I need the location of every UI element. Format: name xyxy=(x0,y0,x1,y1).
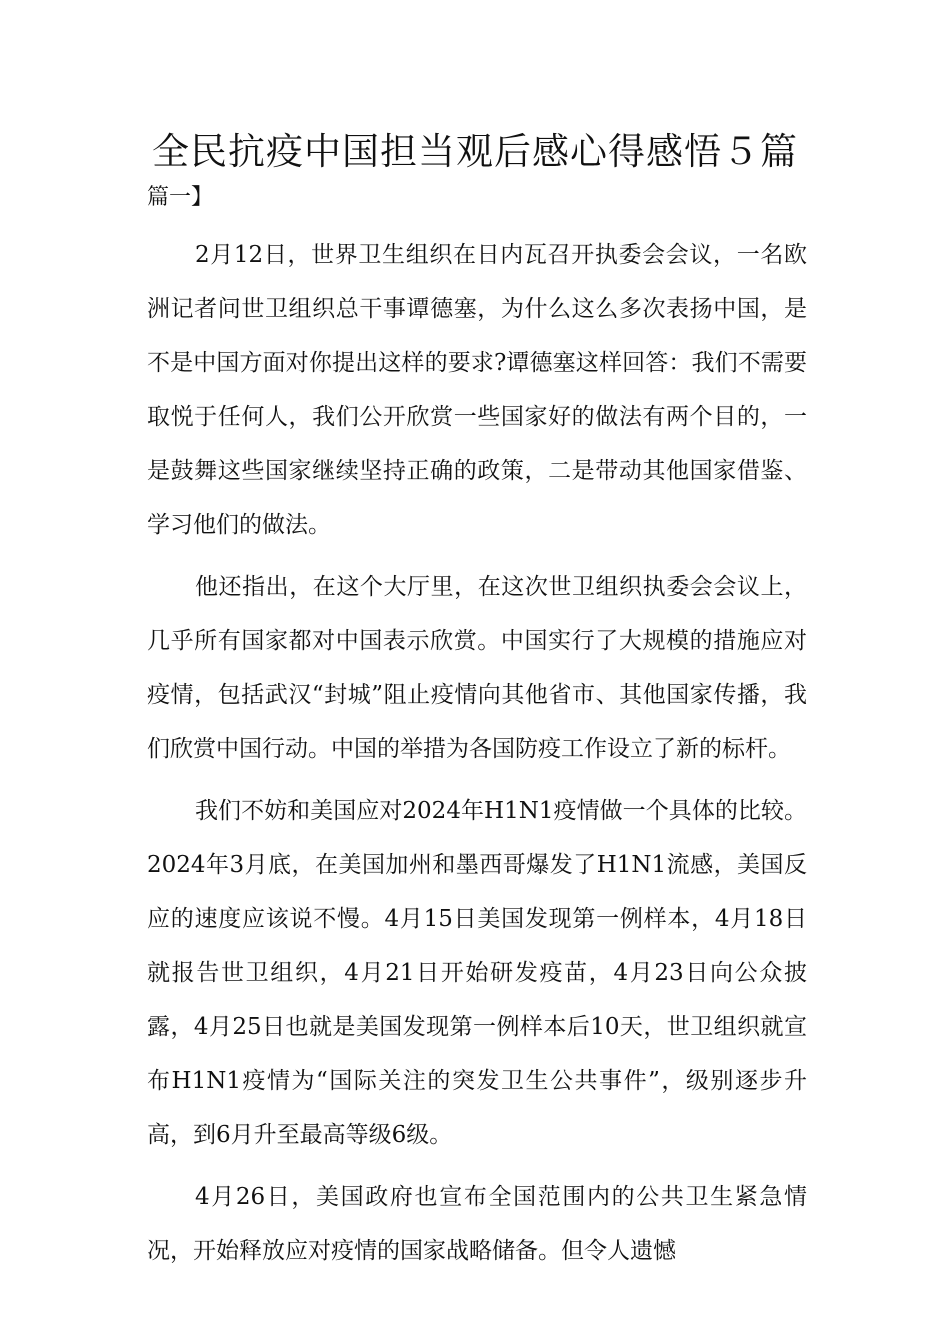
document-body xyxy=(147,228,807,1286)
paragraph-2: 他还指出，在这个大厅里，在这次世卫组织执委会会议上，几乎所有国家都对中国表示欣赏。中国实行了大规模的措施应对疫情，包括武汉“封城”阻止疫情向其他省市、其他国家传播，我们欣赏中国行动。中国的举措为各国防疫工作设立了新的标杆。 xyxy=(147,574,807,762)
document-title: 全民抗疫中国担当观后感心得感悟５篇 xyxy=(152,130,798,173)
paragraph-1: 2月12日，世界卫生组织在日内瓦召开执委会会议，一名欧洲记者问世卫组织总干事谭德塞，为什么这么多次表扬中国，是不是中国方面对你提出这样的要求?谭德塞这样回答：我们不需要取悦于任何人，我们公开欣赏一些国家好的做法有两个目的，一是鼓舞这些国家继续坚持正确的政策，二是带动其他国家借鉴、学习他们的做法。 xyxy=(147,242,807,538)
paragraph-3: 我们不妨和美国应对2024年H1N1疫情做一个具体的比较。2024年3月底，在美国加州和墨西哥爆发了H1N1流感，美国反应的速度应该说不慢。4月15日美国发现第一例样本，4月18日就报告世卫组织，4月21日开始研发疫苗，4月23日向公众披露，4月25日也就是美国发现第一例样本后10天，世卫组织就宣布H1N1疫情为“国际关注的突发卫生公共事件”，级别逐步升高，到6月升至最高等级6级。 xyxy=(147,798,807,1148)
section-label: 篇一】 xyxy=(147,185,214,210)
paragraph-4: 4月26日，美国政府也宣布全国范围内的公共卫生紧急情况，开始释放应对疫情的国家战略储备。但令人遗憾 xyxy=(147,1184,807,1264)
